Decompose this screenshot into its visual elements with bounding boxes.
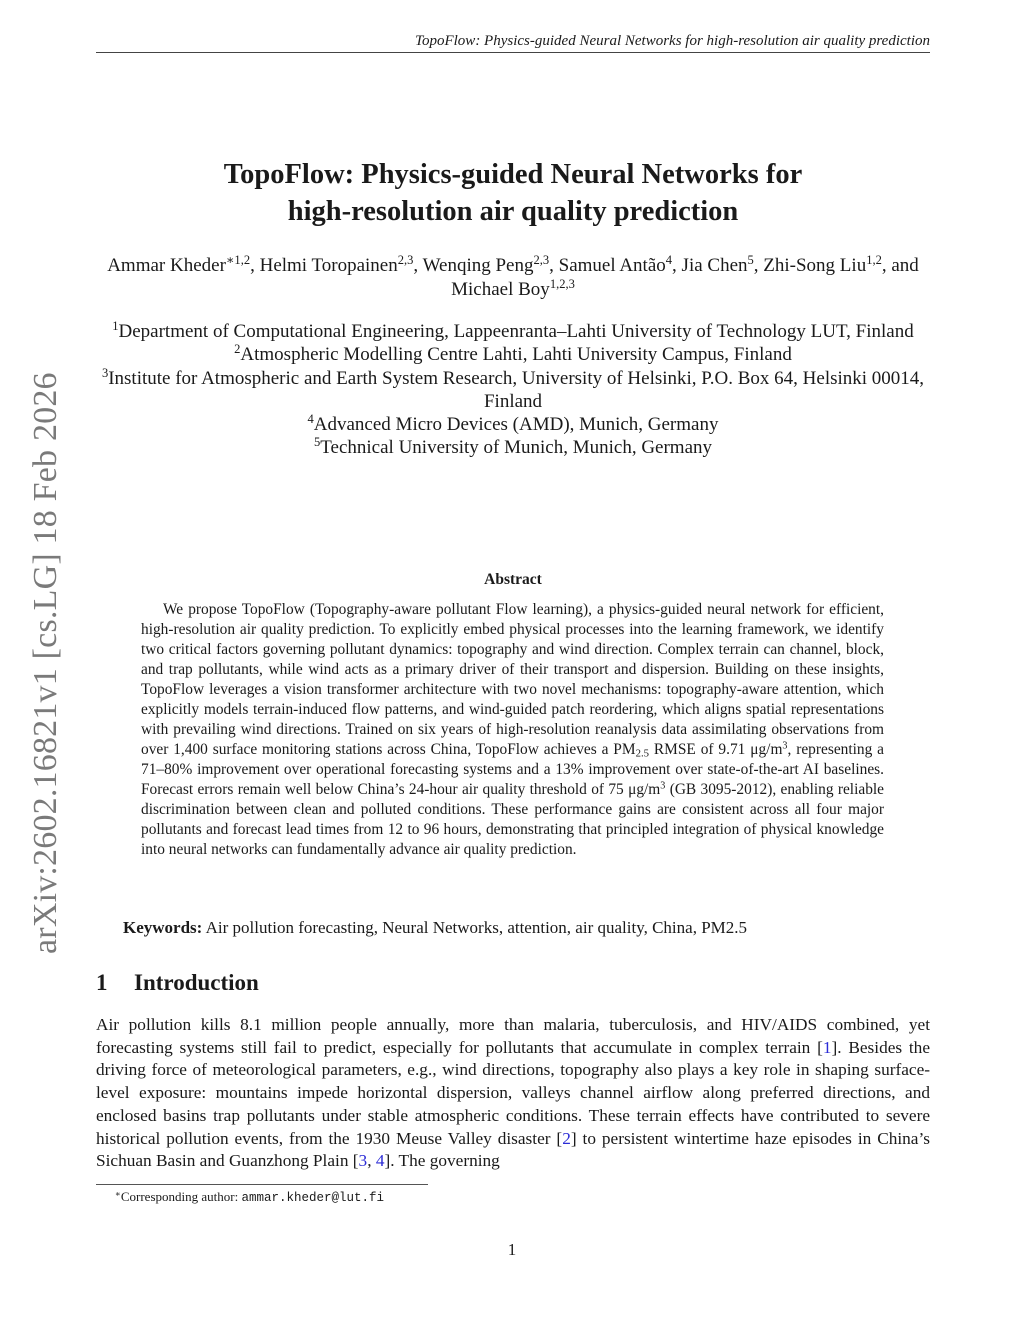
keywords-label: Keywords: xyxy=(123,918,203,937)
section-title: Introduction xyxy=(134,970,259,995)
citation-link[interactable]: 1 xyxy=(822,1037,832,1057)
affiliation: $^4$Advanced Micro Devices (AMD), Munich, Germany xyxy=(307,412,719,436)
abstract-heading: Abstract xyxy=(484,571,542,588)
affiliation-list xyxy=(96,320,930,460)
keywords-text: Air pollution forecasting, Neural Networks, attention, air quality, China, PM2.5 xyxy=(202,918,748,937)
author: Samuel Antão$^4$ xyxy=(558,253,673,276)
author: Ammar Kheder$^{∗1,2}$ xyxy=(107,253,251,276)
section-number: 1 xyxy=(96,970,108,995)
page-number: 1 xyxy=(507,1240,517,1259)
keywords xyxy=(123,917,930,939)
title-line-1: TopoFlow: Physics-guided Neural Networks for xyxy=(223,159,803,190)
author: Wenqing Peng$^{2,3}$ xyxy=(422,253,550,276)
header-rule xyxy=(96,52,930,53)
author: Jia Chen$^5$ xyxy=(681,253,754,276)
footnote: ∗Corresponding author: ammar.kheder@lut.fi xyxy=(115,1188,384,1205)
affiliation: $^2$Atmospheric Modelling Centre Lahti, Lahti University Campus, Finland xyxy=(234,342,792,366)
affiliation: $^1$Department of Computational Engineering, Lappeenranta–Lahti University of Technology LUT, Finland xyxy=(112,319,914,342)
title-line-2: high-resolution air quality prediction xyxy=(287,196,739,227)
affiliation: $^3$Institute for Atmospheric and Earth System Research, University of Helsinki, P.O. Box 64, Helsinki 00014, Finland xyxy=(101,365,925,412)
author-list: Ammar Kheder$^{∗1,2}$, Helmi Toropainen$^{2,3}$, Wenqing Peng$^{2,3}$, Samuel Antão$^4$, Jia Chen$^5$, Zhi-Song Liu$^{1,2}$, and Michael Boy$^{1,2,3}$ xyxy=(107,253,919,300)
author: Helmi Toropainen$^{2,3}$ xyxy=(259,253,414,276)
abstract-text: We propose TopoFlow (Topography-aware pollutant Flow learning), a physics-guided neural network for efficient, high-resolution air quality prediction. To explicitly embed physical processes into the learning framework, we identify two critical factors governing pollutant dynamics: topography and wind direction. Complex terrain can channel, block, and trap pollutants, while wind acts as a primary driver of their transport and dispersion. Building on these insights, TopoFlow leverages a vision transformer architecture with two novel mechanisms: topography-aware attention, which explicitly models terrain-induced flow patterns, and wind-guided patch reordering, which aligns spatial representations with prevailing wind directions. Trained on six years of high-resolution reanalysis data assimilating observations from over 1,400 surface monitoring stations across China, TopoFlow achieves a $PM_{2.5}$ RMSE of 9.71 $\mu g/m^3$, representing a 71–80% improvement over operational forecasting systems and a 13% improvement over state-of-the-art AI baselines. Forecast errors remain well below China’s 24-hour air quality threshold of 75 $\mu g/m^3$ (GB 3095-2012), enabling reliable discrimination between clean and polluted conditions. These performance gains are consistent across all four major pollutants and forecast lead times from 12 to 96 hours, demonstrating that principled integration of physical knowledge into neural networks can fundamentally advance air quality prediction. xyxy=(141,601,885,858)
citation-link[interactable]: 3 xyxy=(358,1151,368,1171)
author: Michael Boy$^{1,2,3}$ xyxy=(451,277,575,300)
running-head: TopoFlow: Physics-guided Neural Networks for high-resolution air quality prediction xyxy=(415,33,930,49)
section-heading xyxy=(96,968,259,998)
affiliation: $^5$Technical University of Munich, Munich, Germany xyxy=(313,435,713,459)
intro-paragraph: Air pollution kills 8.1 million people annually, more than malaria, tuberculosis, and HIV/AIDS combined, yet forecasting systems still fail to predict, especially for pollutants that accumulate in complex terrain [1]. Besides the driving force of meteorological parameters, e.g., wind directions, topography also plays a key role in shaping surface-level exposure: mountains impede horizontal dispersion, valleys channel airflow along preferred directions, and enclosed basins trap pollutants under stable atmospheric conditions. These terrain effects have contributed to severe historical pollution events, from the 1930 Meuse Valley disaster [2] to persistent wintertime haze episodes in China’s Sichuan Basin and Guanzhong Plain [3, 4]. The governing xyxy=(96,1015,930,1171)
citation-link[interactable]: 2 xyxy=(562,1128,571,1148)
paper-title xyxy=(96,156,930,230)
author-email[interactable]: ammar.kheder@lut.fi xyxy=(241,1191,384,1205)
footnote-rule xyxy=(96,1184,428,1185)
arxiv-stamp[interactable]: arXiv:2602.16821v1 [cs.LG] 18 Feb 2026 xyxy=(27,372,64,954)
author: Zhi-Song Liu$^{1,2}$ xyxy=(763,253,882,276)
citation-link[interactable]: 4 xyxy=(375,1151,385,1171)
